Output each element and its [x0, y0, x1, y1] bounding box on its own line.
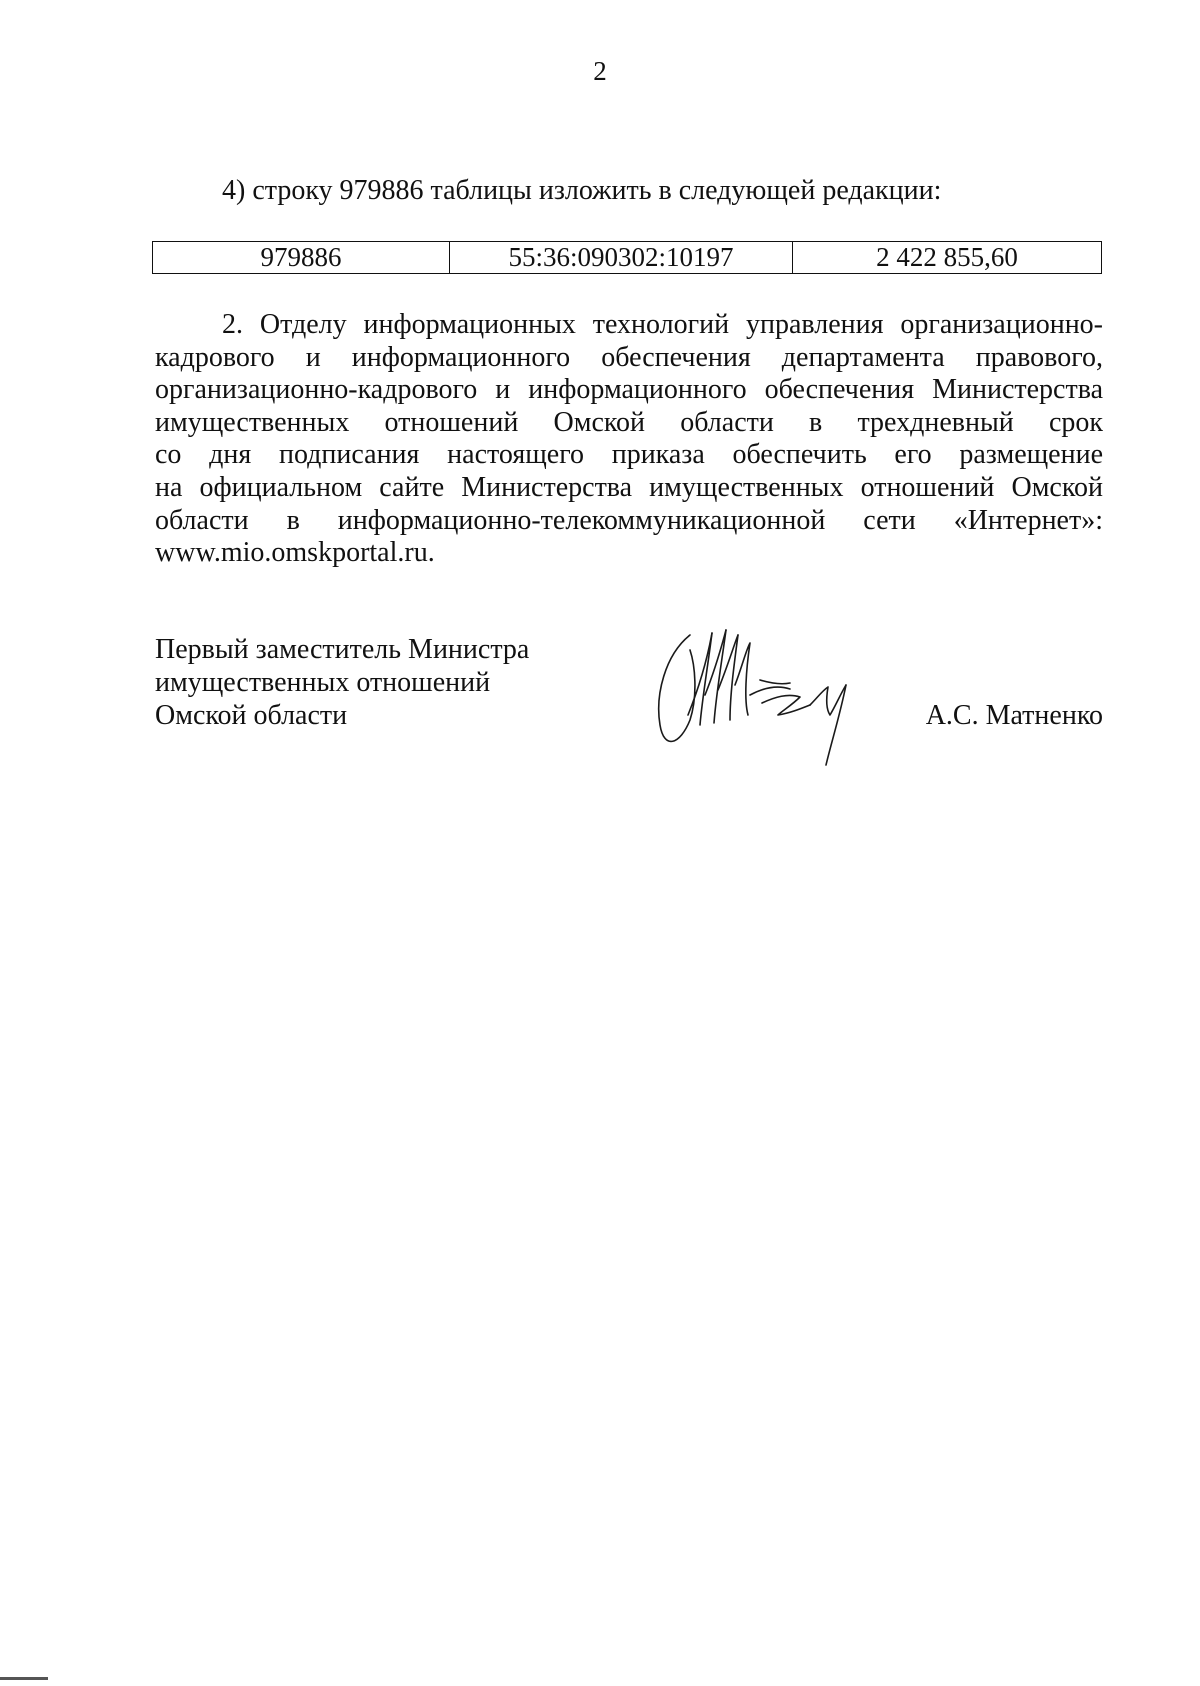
paragraph-line: кадрового и информационного обеспечения департамента правового,: [155, 341, 1103, 373]
amendment-intro: 4) строку 979886 таблицы изложить в следующей редакции:: [222, 175, 942, 206]
scan-edge-mark: [0, 1677, 48, 1680]
paragraph-line: со дня подписания настоящего приказа обеспечить его размещение: [155, 439, 1103, 471]
paragraph-line: организационно-кадрового и информационного обеспечения Министерства: [155, 374, 1103, 406]
signer-title-line: Первый заместитель Министра: [155, 634, 530, 665]
signer-name: А.С. Матненко: [925, 700, 1103, 731]
paragraph-line: www.mio.omskportal.ru.: [155, 537, 435, 569]
amendment-table-row: [152, 241, 1102, 274]
clause-2-paragraph: [155, 309, 1103, 570]
paragraph-line: 2. Отделу информационных технологий управления организационно-: [222, 309, 1103, 340]
signer-title-line: имущественных отношений: [155, 667, 491, 698]
paragraph-line: области в информационно-телекоммуникационной сети «Интернет»:: [155, 504, 1103, 536]
table-cell-row-number: 979886: [153, 242, 450, 273]
paragraph-line: на официальном сайте Министерства имущественных отношений Омской: [155, 471, 1103, 503]
page-number: 2: [593, 56, 607, 86]
signer-title: [155, 633, 529, 732]
table-cell-value: 2 422 855,60: [876, 242, 1018, 272]
paragraph-line: имущественных отношений Омской области в трехдневный срок: [155, 406, 1103, 438]
handwritten-signature: [650, 625, 910, 775]
table-cell-cadastral-number: 55:36:090302:10197: [450, 242, 793, 273]
signer-title-line: Омской области: [155, 700, 348, 731]
